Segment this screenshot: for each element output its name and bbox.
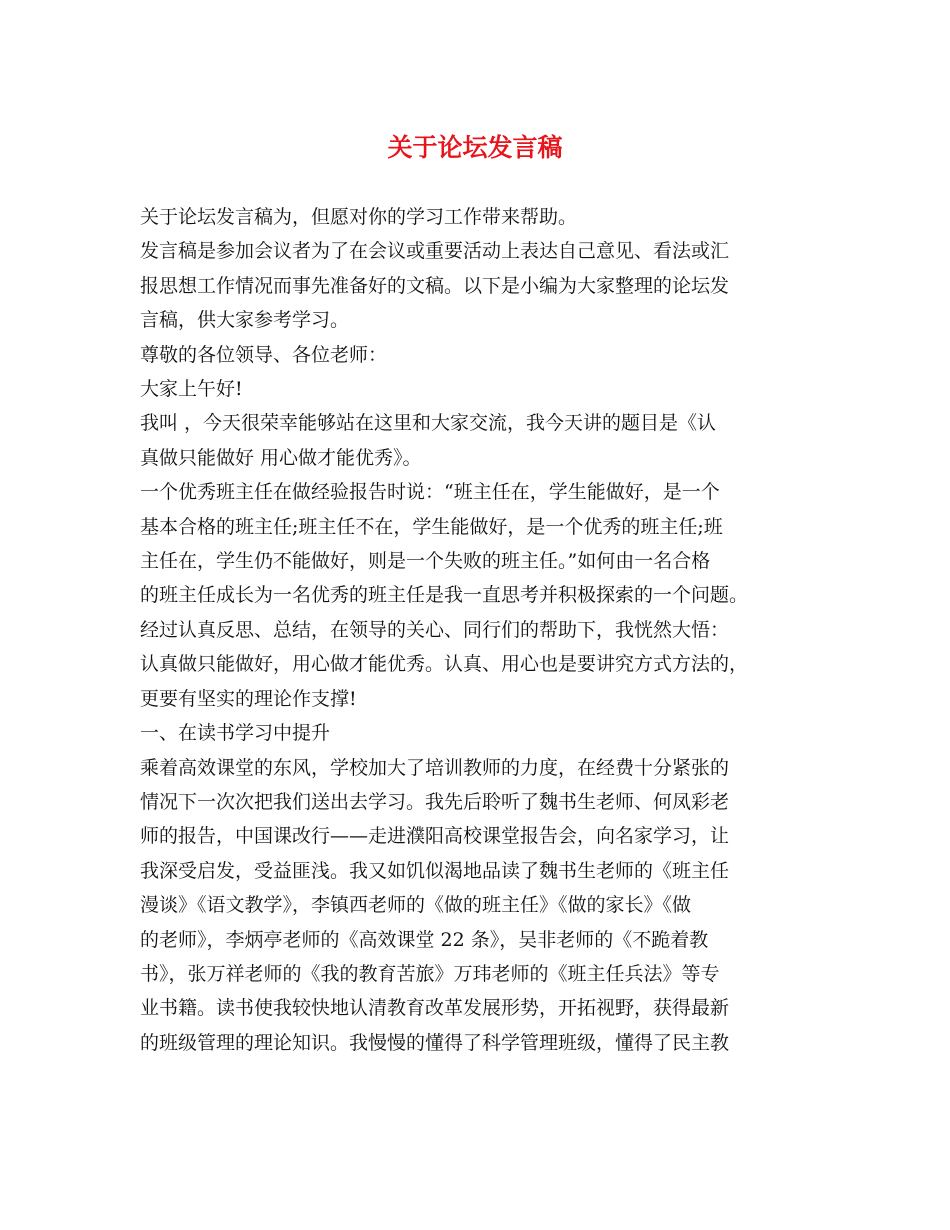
body-text-line: 主任在，学生仍不能做好，则是一个失败的班主任。”如何由一名合格 (140, 550, 711, 573)
body-text-line: 尊敬的各位领导、各位老师： (140, 343, 388, 366)
body-text-line: 经过认真反思、总结，在领导的关心、同行们的帮助下，我恍然大悟： (140, 618, 730, 641)
body-text-line: 情况下一次次把我们送出去学习。我先后聆听了魏书生老师、何凤彩老 (140, 790, 730, 813)
body-text-line: 一、在读书学习中提升 (140, 722, 331, 745)
body-text-line: 更要有坚实的理论作支撑! (140, 687, 357, 710)
body-text-line: 师的报告，中国课改行——走进濮阳高校课堂报告会，向名家学习，让 (140, 825, 730, 848)
body-text-line: 一个优秀班主任在做经验报告时说：“班主任在，学生能做好，是一个 (140, 481, 720, 504)
body-text-line: 认真做只能做好，用心做才能优秀。认真、用心也是要讲究方式方法的， (140, 653, 749, 676)
body-text-line: 基本合格的班主任;班主任不在，学生能做好，是一个优秀的班主任;班 (140, 515, 723, 538)
body-text-line: 我深受启发，受益匪浅。我又如饥似渴地品读了魏书生老师的《班主任 (140, 859, 730, 882)
body-text-line: 大家上午好! (140, 378, 243, 401)
body-text-line: 书》，张万祥老师的《我的教育苦旅》万玮老师的《班主任兵法》等专 (140, 962, 720, 985)
body-text-line: 报思想工作情况而事先准备好的文稿。以下是小编为大家整理的论坛发 (140, 274, 730, 297)
body-text-line: 的老师》，李炳亭老师的《高效课堂 22 条》，吴非老师的《不跪着教 (140, 928, 709, 951)
body-text-line: 业书籍。读书使我较快地认清教育改革发展形势，开拓视野，获得最新 (140, 997, 730, 1020)
body-text-line: 真做只能做好 用心做才能优秀》。 (140, 446, 422, 469)
body-text-line: 漫谈》《语文教学》，李镇西老师的《做的班主任》《做的家长》《做 (140, 894, 692, 917)
body-text-line: 的班主任成长为一名优秀的班主任是我一直思考并积极探索的一个问题。 (140, 584, 749, 607)
document-title: 关于论坛发言稿 (387, 133, 563, 162)
body-text-line: 乘着高效课堂的东风，学校加大了培训教师的力度，在经费十分紧张的 (140, 756, 730, 779)
body-text-line: 言稿，供大家参考学习。 (140, 309, 350, 332)
body-text-line: 发言稿是参加会议者为了在会议或重要活动上表达自己意见、看法或汇 (140, 240, 730, 263)
body-text-line: 我叫 ，今天很荣幸能够站在这里和大家交流，我今天讲的题目是《认 (140, 412, 717, 435)
body-text-line: 的班级管理的理论知识。我慢慢的懂得了科学管理班级，懂得了民主教 (140, 1031, 730, 1054)
body-text-line: 关于论坛发言稿为，但愿对你的学习工作带来帮助。 (140, 206, 578, 228)
document-body (140, 200, 820, 1060)
